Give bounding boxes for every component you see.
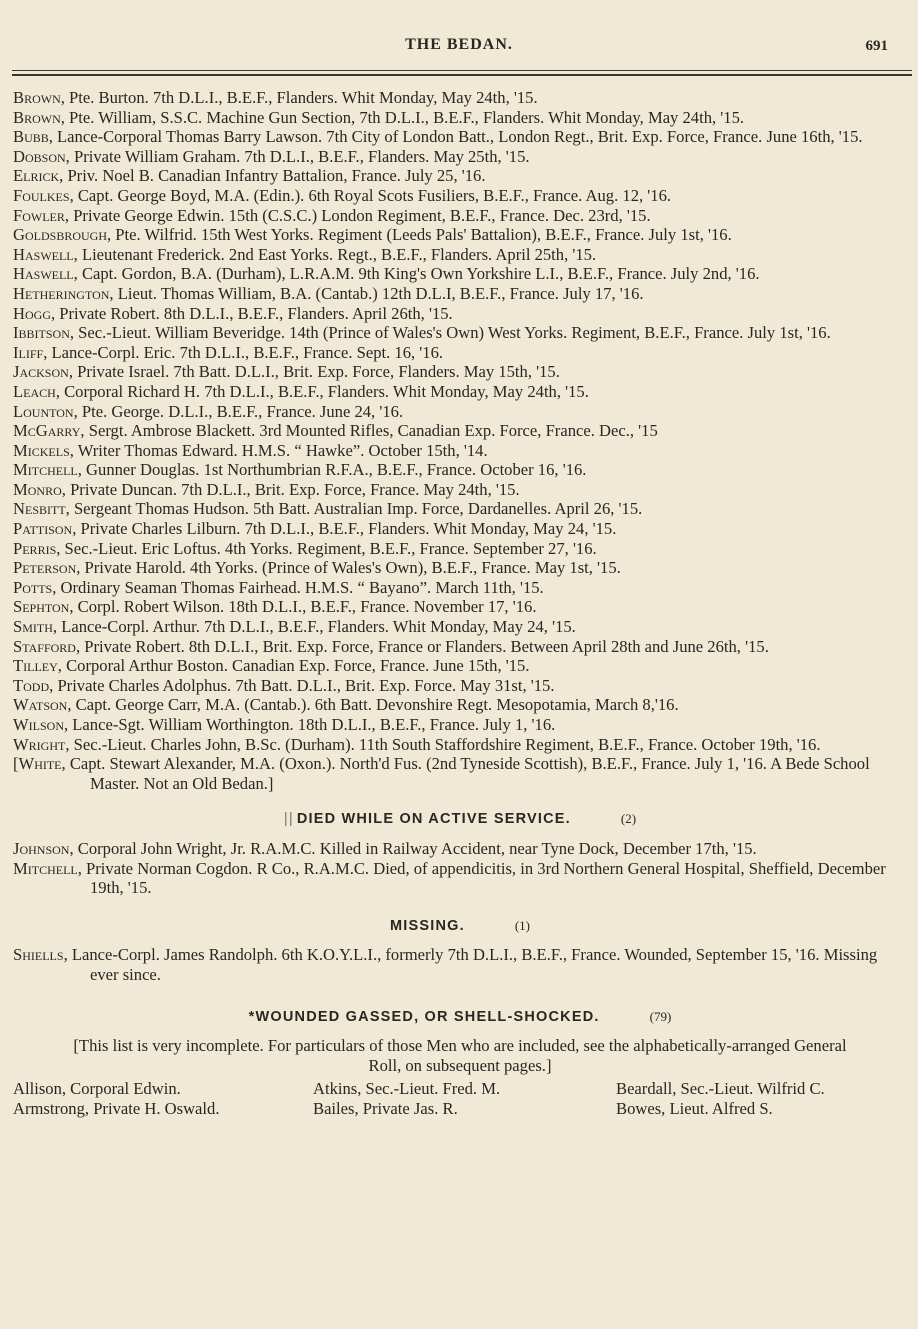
roll-entry (13, 343, 907, 363)
killed-list (13, 88, 907, 793)
entry-details: , Private Duncan. 7th D.L.I., Brit. Exp. Force, France. May 24th, '15. (61, 479, 520, 499)
wounded-name: Beardall, Sec.-Lieut. Wilfrid C. (616, 1079, 825, 1099)
entry-details: , Capt. Gordon, B.A. (Durham), L.R.A.M. 9th King's Own Yorkshire L.I., B.E.F., France. July 2nd, '16. (73, 264, 760, 284)
roll-entry (13, 402, 907, 422)
entry-surname: Perris (13, 538, 57, 558)
entry-details: , Lance-Corpl. Arthur. 7th D.L.I., B.E.F., Flanders. Whit Monday, May 24, '15. (52, 617, 576, 637)
wounded-count: (79) (649, 1008, 672, 1024)
entry-surname: Bubb (13, 127, 49, 147)
wounded-name: Armstrong, Private H. Oswald. (13, 1098, 220, 1118)
wounded-name: Allison, Corporal Edwin. (13, 1079, 181, 1099)
entry-details: , Capt. George Boyd, M.A. (Edin.). 6th Royal Scots Fusiliers, B.E.F., France. Aug. 12, '16. (69, 185, 672, 205)
roll-entry (13, 578, 907, 598)
roll-entry (13, 441, 907, 461)
roll-entry (13, 304, 907, 324)
roll-entry (13, 108, 907, 128)
wounded-name: Bailes, Private Jas. R. (313, 1098, 458, 1118)
roll-entry (13, 519, 907, 539)
roll-entry (13, 225, 907, 245)
entry-surname: Todd (13, 675, 50, 695)
roll-entry (13, 186, 907, 206)
section-mark: || (283, 811, 294, 828)
wounded-name: Bowes, Lieut. Alfred S. (616, 1098, 773, 1118)
entry-surname: Johnson (13, 838, 70, 858)
section-mark: * (248, 1008, 256, 1025)
entry-surname: Jackson (13, 362, 69, 382)
roll-entry (13, 206, 907, 226)
entry-surname: Brown (13, 107, 61, 127)
roll-entry (13, 166, 907, 186)
died-heading-text: DIED WHILE ON ACTIVE SERVICE. (296, 811, 571, 828)
entry-details: , Private Harold. 4th Yorks. (Prince of Wales's Own), B.E.F., France. May 1st, '15. (76, 558, 621, 578)
roll-entry (13, 617, 907, 637)
entry-details: , Lieutenant Frederick. 2nd East Yorks. Regt., B.E.F., Flanders. April 25th, '15. (73, 244, 597, 264)
running-title: THE BEDAN. (405, 36, 513, 53)
entry-surname: Nesbitt (13, 499, 66, 519)
entry-surname: Lounton (13, 401, 74, 421)
entry-details: , Corporal Arthur Boston. Canadian Exp. Force, France. June 15th, '15. (57, 656, 530, 676)
roll-entry (13, 715, 907, 735)
entry-details: , Corporal Richard H. 7th D.L.I., B.E.F., Flanders. Whit Monday, May 24th, '15. (55, 381, 589, 401)
entry-details: , Private William Graham. 7th D.L.I., B.E.F., Flanders. May 25th, '15. (65, 146, 530, 166)
wounded-heading (13, 1007, 907, 1028)
wounded-note: [This list is very incomplete. For particulars of those Men who are included, see the alphabetically-arranged General Roll, on subsequent pages.] (73, 1036, 847, 1075)
died-heading (13, 809, 907, 830)
entry-details: , Writer Thomas Edward. H.M.S. “ Hawke”. October 15th, '14. (69, 440, 488, 460)
entry-surname: Shiells (13, 945, 64, 965)
entry-details: , Private George Edwin. 15th (C.S.C.) London Regiment, B.E.F., France. Dec. 23rd, '15. (64, 205, 651, 225)
roll-entry (13, 284, 907, 304)
wounded-column (13, 1079, 313, 1118)
entry-details: , Lance-Sgt. William Worthington. 18th D.L.I., B.E.F., France. July 1, '16. (64, 715, 556, 734)
entry-details: , Corporal John Wright, Jr. R.A.M.C. Killed in Railway Accident, near Tyne Dock, December 17th, '15. (69, 838, 757, 858)
missing-count: (1) (514, 917, 531, 933)
entry-surname: Tilley (13, 656, 58, 676)
missing-heading (13, 916, 907, 937)
entry-surname: Hetherington (13, 283, 110, 303)
entry-details: , Lance-Corpl. James Randolph. 6th K.O.Y.L.I., formerly 7th D.L.I., B.E.F., France. Wounded, September 15, '16. Missing ever since. (63, 945, 878, 984)
roll-entry (13, 676, 907, 696)
entry-surname: Goldsbrough (13, 225, 107, 245)
entry-details: , Lieut. Thomas William, B.A. (Cantab.) 12th D.L.I, B.E.F., France. July 17, '16. (109, 283, 644, 303)
entry-details: , Sergt. Ambrose Blackett. 3rd Mounted Rifles, Canadian Exp. Force, France. Dec., '15 (80, 421, 658, 441)
roll-entry (13, 945, 907, 984)
entry-surname: Brown (13, 88, 61, 107)
roll-entry (13, 637, 907, 657)
entry-details: , Lance-Corpl. Eric. 7th D.L.I., B.E.F., France. Sept. 16, '16. (43, 342, 444, 362)
entry-surname: Watson (13, 695, 68, 715)
entry-surname: Mitchell (13, 858, 78, 878)
entry-details: , Private Robert. 8th D.L.I., Brit. Exp. Force, France or Flanders. Between April 28th and June 26th, '15. (75, 636, 769, 656)
entry-surname: Sephton (13, 597, 70, 617)
roll-entry (13, 656, 907, 676)
roll-entry (13, 382, 907, 402)
entry-surname: Ibbitson (13, 323, 70, 343)
roll-entry (13, 88, 907, 108)
roll-entry (13, 264, 907, 284)
roll-entry (13, 460, 907, 480)
entry-details: , Private Charles Lilburn. 7th D.L.I., B.E.F., Flanders. Whit Monday, May 24, '15. (72, 519, 617, 539)
entry-surname: Pattison (13, 519, 73, 539)
entry-surname: Mickels (13, 440, 70, 460)
wounded-columns (13, 1079, 907, 1118)
entry-details: , Pte. George. D.L.I., B.E.F., France. June 24, '16. (73, 401, 404, 421)
died-count: (2) (620, 811, 637, 827)
roll-entry (13, 480, 907, 500)
entry-details: , Private Robert. 8th D.L.I., B.E.F., Flanders. April 26th, '15. (50, 303, 453, 323)
entry-details: , Gunner Douglas. 1st Northumbrian R.F.A., B.E.F., France. October 16, '16. (77, 460, 587, 480)
roll-entry (13, 558, 907, 578)
roll-entry (13, 362, 907, 382)
entry-details: , Priv. Noel B. Canadian Infantry Battalion, France. July 25, '16. (59, 166, 486, 186)
entry-surname: McGarry (13, 421, 81, 441)
roll-entry (13, 539, 907, 559)
entry-details: , Capt. George Carr, M.A. (Cantab.). 6th Batt. Devonshire Regt. Mesopotamia, March 8,'16. (67, 695, 679, 715)
entry-surname: Wilson (13, 715, 64, 734)
entry-surname: Elrick (13, 166, 60, 186)
entry-surname: Haswell (13, 244, 74, 264)
header-rule (12, 70, 912, 71)
entry-details: , Sec.-Lieut. William Beveridge. 14th (Prince of Wales's Own) West Yorks. Regiment, B.E.F., France. July 1st, '16. (69, 323, 831, 343)
entry-surname: [White (13, 754, 62, 774)
roll-entry (13, 695, 907, 715)
roll-entry (13, 421, 907, 441)
entry-surname: Wright (13, 734, 66, 754)
roll-entry (13, 127, 907, 147)
missing-heading-text: MISSING. (389, 917, 465, 934)
roll-entry (13, 499, 907, 519)
header-rule-double (12, 74, 912, 76)
page-header (0, 30, 918, 60)
roll-entry (13, 839, 907, 859)
entry-details: , Private Norman Cogdon. R Co., R.A.M.C. Died, of appendicitis, in 3rd Northern General Hospital, Sheffield, December 19th, '15. (77, 858, 886, 898)
entry-surname: Haswell (13, 264, 74, 284)
missing-list (13, 945, 907, 984)
entry-details: , Sergeant Thomas Hudson. 5th Batt. Australian Imp. Force, Dardanelles. April 26, '15. (65, 499, 643, 519)
roll-entry (13, 245, 907, 265)
wounded-column (616, 1079, 907, 1118)
entry-details: , Sec.-Lieut. Eric Loftus. 4th Yorks. Regiment, B.E.F., France. September 27, '16. (56, 538, 597, 558)
entry-surname: Stafford (13, 636, 76, 656)
entry-surname: Monro (13, 479, 62, 499)
entry-surname: Hogg (13, 303, 51, 323)
entry-details: , Pte. Wilfrid. 15th West Yorks. Regiment (Leeds Pals' Battalion), B.E.F., France. July 1st, '16. (107, 225, 732, 245)
roll-entry (13, 147, 907, 167)
roll-entry (13, 597, 907, 617)
page-content (13, 88, 907, 1119)
entry-surname: Peterson (13, 558, 77, 578)
entry-surname: Mitchell (13, 460, 78, 480)
entry-surname: Leach (13, 381, 56, 401)
roll-entry (13, 859, 907, 898)
roll-entry (13, 323, 907, 343)
entry-surname: Fowler (13, 205, 65, 225)
entry-details: , Private Charles Adolphus. 7th Batt. D.L.I., Brit. Exp. Force. May 31st, '15. (49, 675, 555, 695)
entry-surname: Iliff (13, 342, 44, 362)
wounded-name: Atkins, Sec.-Lieut. Fred. M. (313, 1079, 501, 1099)
entry-details: , Private Israel. 7th Batt. D.L.I., Brit. Exp. Force, Flanders. May 15th, '15. (68, 362, 560, 382)
page-number: 691 (865, 38, 888, 54)
roll-entry (13, 735, 907, 755)
entry-details: , Sec.-Lieut. Charles John, B.Sc. (Durham). 11th South Staffordshire Regiment, B.E.F., France. October 19th, '16. (65, 734, 821, 754)
died-list (13, 839, 907, 898)
entry-details: , Capt. Stewart Alexander, M.A. (Oxon.). North'd Fus. (2nd Tyneside Scottish), B.E.F., France. July 1, '16. A Bede School Master. Not an Old Bedan.] (61, 754, 870, 793)
entry-details: , Corpl. Robert Wilson. 18th D.L.I., B.E.F., France. November 17, '16. (69, 597, 537, 617)
entry-surname: Foulkes (13, 185, 70, 205)
entry-details: , Pte. Burton. 7th D.L.I., B.E.F., Flanders. Whit Monday, May 24th, '15. (60, 88, 538, 107)
wounded-column (313, 1079, 616, 1118)
entry-surname: Smith (13, 617, 53, 637)
entry-surname: Potts (13, 577, 53, 597)
entry-details: , Pte. William, S.S.C. Machine Gun Section, 7th D.L.I., B.E.F., Flanders. Whit Monday, May 24th, '15. (60, 107, 745, 127)
entry-details: , Lance-Corporal Thomas Barry Lawson. 7th City of London Batt., London Regt., Brit. Exp. Force, France. June 16th, '15. (48, 127, 863, 147)
roll-entry (13, 754, 907, 793)
wounded-heading-text: WOUNDED GASSED, OR SHELL-SHOCKED. (255, 1008, 600, 1025)
entry-details: , Ordinary Seaman Thomas Fairhead. H.M.S. “ Bayano”. March 11th, '15. (52, 577, 544, 597)
entry-surname: Dobson (13, 146, 66, 166)
